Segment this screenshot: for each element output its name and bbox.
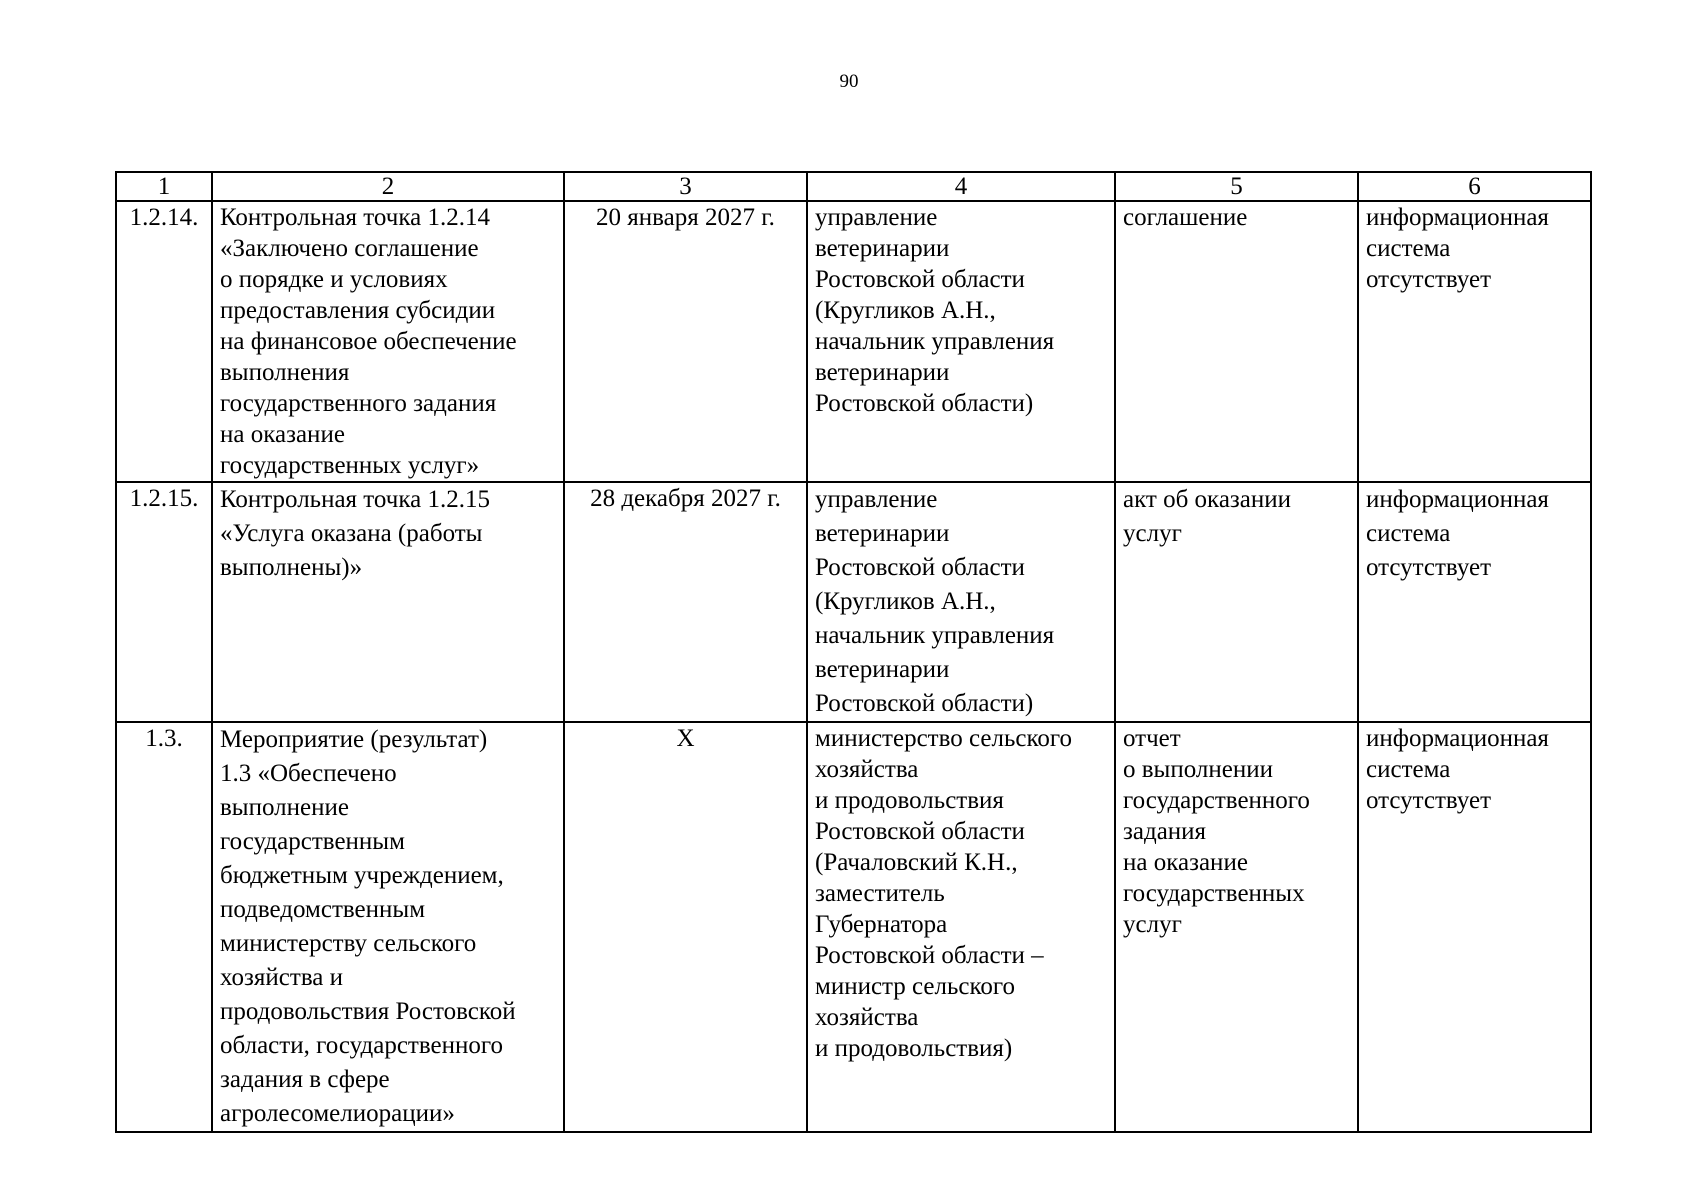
row-system-cell [1358,722,1591,1132]
row-document-cell [1115,201,1358,482]
table-header-row [116,172,1591,201]
row-system: информационная система отсутствует [1366,204,1549,293]
row-date: 20 января 2027 г. [596,204,775,231]
row-date-cell [564,482,807,722]
row-system-cell [1358,482,1591,722]
table-row [116,201,1591,482]
table-row [116,722,1591,1132]
row-responsible: управление ветеринарии Ростовской области (Кругликов А.Н., начальник управления ветеринарии Ростовской области) [815,204,1055,417]
row-responsible-cell [807,201,1115,482]
table-row [116,482,1591,722]
row-responsible-cell [807,722,1115,1132]
row-name-cell [212,722,564,1132]
row-responsible: министерство сельского хозяйства и продовольствия Ростовской области (Рачаловский К.Н., заместитель Губернатора Ростовской области – министр сельского хозяйства и продовольствия) [815,725,1072,1062]
header-cell-5: 5 [1115,172,1358,201]
header-cell-6: 6 [1358,172,1591,201]
page-number: 90 [839,71,859,92]
control-points-table [115,171,1592,1133]
row-document: отчет о выполнении государственного задания на оказание государственных услуг [1123,725,1310,938]
row-document-cell [1115,482,1358,722]
row-document: соглашение [1123,204,1248,231]
row-system-cell [1358,201,1591,482]
row-number: 1.2.15. [129,485,199,512]
row-name-cell [212,482,564,722]
row-name-cell [212,201,564,482]
row-responsible: управление ветеринарии Ростовской области (Кругликов А.Н., начальник управления ветеринарии Ростовской области) [815,486,1055,717]
row-date: 28 декабря 2027 г. [590,485,781,512]
row-system: информационная система отсутствует [1366,486,1549,581]
row-date-cell [564,722,807,1132]
row-document: акт об оказании услуг [1123,486,1292,547]
row-number: 1.3. [145,725,183,752]
header-cell-1: 1 [116,172,212,201]
row-system: информационная система отсутствует [1366,725,1549,814]
header-cell-2: 2 [212,172,564,201]
header-cell-4: 4 [807,172,1115,201]
row-number-cell [116,482,212,722]
row-name: Контрольная точка 1.2.15 «Услуга оказана (работы выполнены)» [220,486,490,581]
row-number: 1.2.14. [129,204,199,231]
row-date-cell [564,201,807,482]
row-document-cell [1115,722,1358,1132]
row-responsible-cell [807,482,1115,722]
row-number-cell [116,722,212,1132]
row-name: Мероприятие (результат) 1.3 «Обеспечено выполнение государственным бюджетным учреждением, подведомственным министерству сельского хозяйства и продовольствия Ростовской области, государственного задания в сфере агролесомелиорации» [220,726,516,1127]
row-name: Контрольная точка 1.2.14 «Заключено соглашение о порядке и условиях предоставления субсидии на финансовое обеспечение выполнения государственного задания на оказание государственных услуг» [220,204,517,479]
row-date: Х [676,725,695,752]
header-cell-3: 3 [564,172,807,201]
row-number-cell [116,201,212,482]
